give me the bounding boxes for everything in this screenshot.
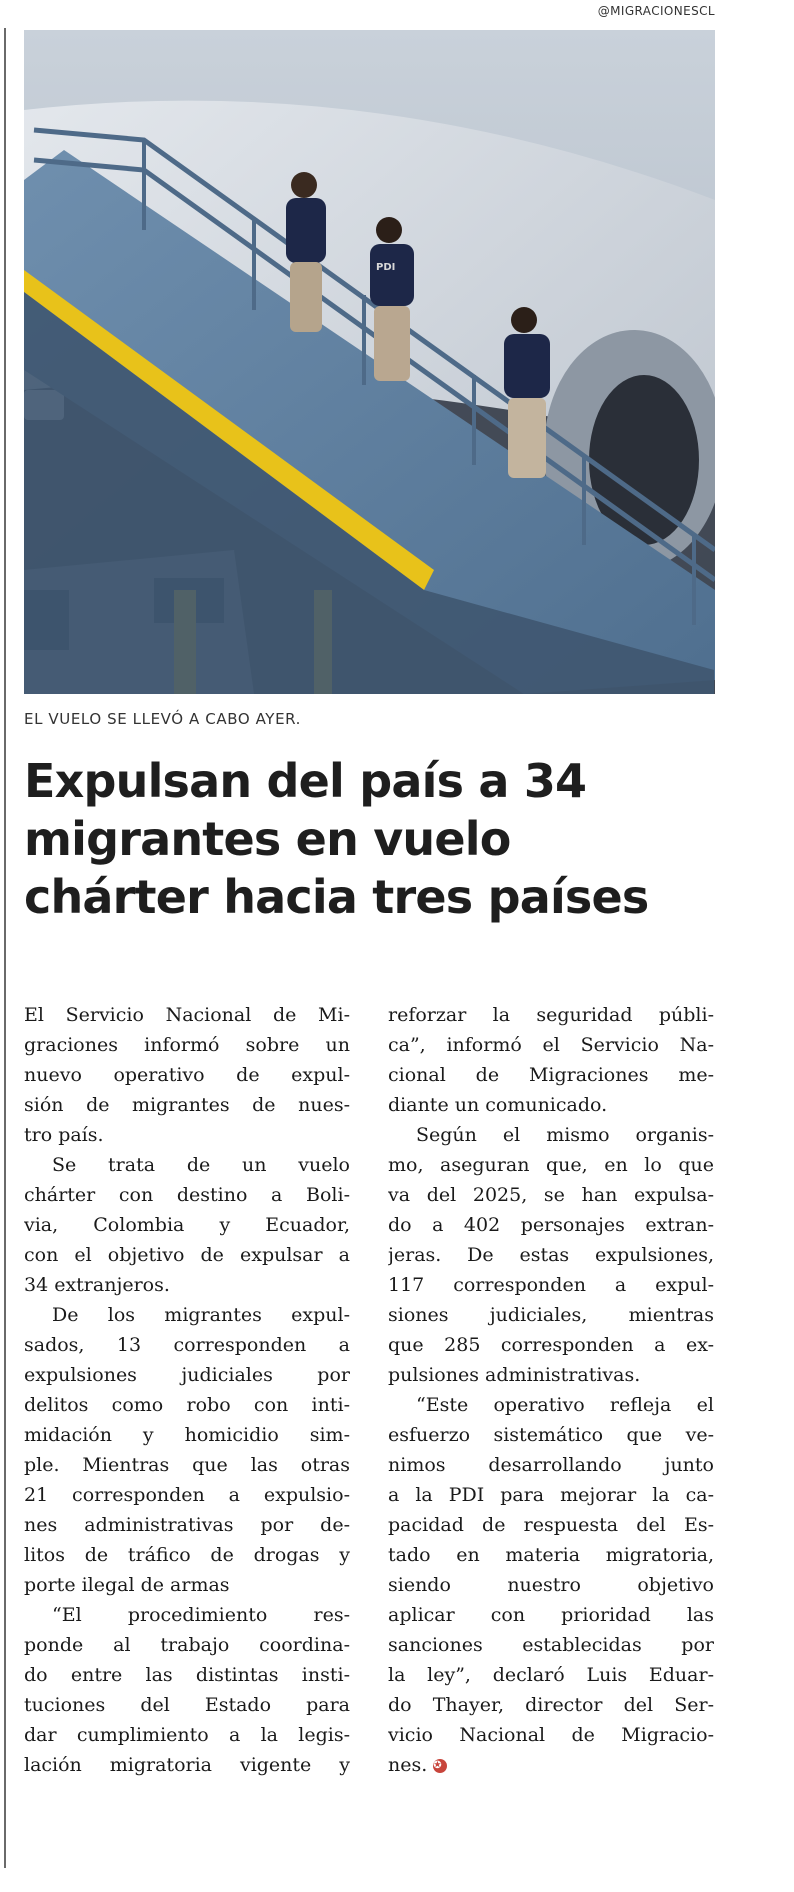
body-line: diante un comunicado.: [388, 1094, 608, 1116]
body-line: De los migrantes expul-: [52, 1304, 350, 1326]
body-line: do a 402 personajes extran-: [388, 1214, 714, 1236]
body-line: tuciones del Estado para: [24, 1694, 350, 1716]
body-line: nimos desarrollando junto: [388, 1454, 714, 1476]
pdi-jacket-label: PDI: [376, 262, 396, 273]
body-line: 21 corresponden a expulsio-: [24, 1484, 350, 1506]
body-line: nuevo operativo de expul-: [24, 1064, 350, 1086]
photo-credit: @MIGRACIONESCL: [597, 4, 715, 18]
body-line: siendo nuestro objetivo: [388, 1574, 714, 1596]
headline-line: Expulsan del país a 34: [24, 754, 587, 808]
body-line: do Thayer, director del Ser-: [388, 1694, 714, 1716]
body-line: lación migratoria vigente y: [24, 1754, 350, 1776]
body-line: sanciones establecidas por: [388, 1634, 714, 1656]
headline-line: chárter hacia tres países: [24, 870, 649, 924]
body-line: midación y homicidio sim-: [24, 1424, 350, 1446]
body-line: 34 extranjeros.: [24, 1274, 170, 1296]
body-line: tado en materia migratoria,: [388, 1544, 714, 1566]
article-photo: [24, 30, 715, 694]
body-line: graciones informó sobre un: [24, 1034, 350, 1056]
body-line: via, Colombia y Ecuador,: [24, 1214, 350, 1236]
article-column-left: [24, 1000, 350, 1780]
body-line: Según el mismo organis-: [416, 1124, 714, 1146]
body-line: mo, aseguran que, en lo que: [388, 1154, 714, 1176]
body-line: pulsiones administrativas.: [388, 1364, 641, 1386]
body-line: va del 2025, se han expulsa-: [388, 1184, 714, 1206]
body-line: delitos como robo con inti-: [24, 1394, 350, 1416]
body-line: ple. Mientras que las otras: [24, 1454, 350, 1476]
body-line: Se trata de un vuelo: [52, 1154, 350, 1176]
body-line: porte ilegal de armas: [24, 1574, 230, 1596]
body-line: ca”, informó el Servicio Na-: [388, 1034, 714, 1056]
body-line: reforzar la seguridad públi-: [388, 1004, 714, 1026]
body-line: siones judiciales, mientras: [388, 1304, 714, 1326]
body-line: cional de Migraciones me-: [388, 1064, 714, 1086]
body-line: vicio Nacional de Migracio-: [388, 1724, 714, 1746]
body-line-final: [388, 1750, 714, 1780]
body-line: 117 corresponden a expul-: [388, 1274, 714, 1296]
end-of-article-icon: ✪: [433, 1759, 447, 1773]
body-line: jeras. De estas expulsiones,: [388, 1244, 714, 1266]
body-line: expulsiones judiciales por: [24, 1364, 350, 1386]
body-line: esfuerzo sistemático que ve-: [388, 1424, 714, 1446]
body-line: la ley”, declaró Luis Eduar-: [388, 1664, 714, 1686]
body-line: sados, 13 corresponden a: [24, 1334, 350, 1356]
body-line: ponde al trabajo coordina-: [24, 1634, 350, 1656]
body-line: sión de migrantes de nues-: [24, 1094, 350, 1116]
body-line: nes administrativas por de-: [24, 1514, 350, 1536]
body-line: dar cumplimiento a la legis-: [24, 1724, 350, 1746]
body-line-text: nes.: [388, 1754, 428, 1776]
photo-caption: EL VUELO SE LLEVÓ A CABO AYER.: [24, 710, 302, 728]
body-line: que 285 corresponden a ex-: [388, 1334, 714, 1356]
body-line: El Servicio Nacional de Mi-: [24, 1004, 350, 1026]
body-line: pacidad de respuesta del Es-: [388, 1514, 714, 1536]
body-line: a la PDI para mejorar la ca-: [388, 1484, 714, 1506]
article-headline: [24, 752, 724, 926]
article-body: [24, 1000, 714, 1840]
body-line: aplicar con prioridad las: [388, 1604, 714, 1626]
article-column-right: [388, 1000, 714, 1780]
body-line: “El procedimiento res-: [52, 1604, 350, 1626]
column-divider-rule: [4, 28, 6, 1868]
body-line: do entre las distintas insti-: [24, 1664, 350, 1686]
body-line: litos de tráfico de drogas y: [24, 1544, 350, 1566]
body-line: con el objetivo de expulsar a: [24, 1244, 350, 1266]
body-line: chárter con destino a Boli-: [24, 1184, 350, 1206]
boarding-stairs-illustration: [24, 30, 715, 694]
headline-line: migrantes en vuelo: [24, 812, 511, 866]
body-line: tro país.: [24, 1124, 104, 1146]
body-line: “Este operativo refleja el: [416, 1394, 714, 1416]
